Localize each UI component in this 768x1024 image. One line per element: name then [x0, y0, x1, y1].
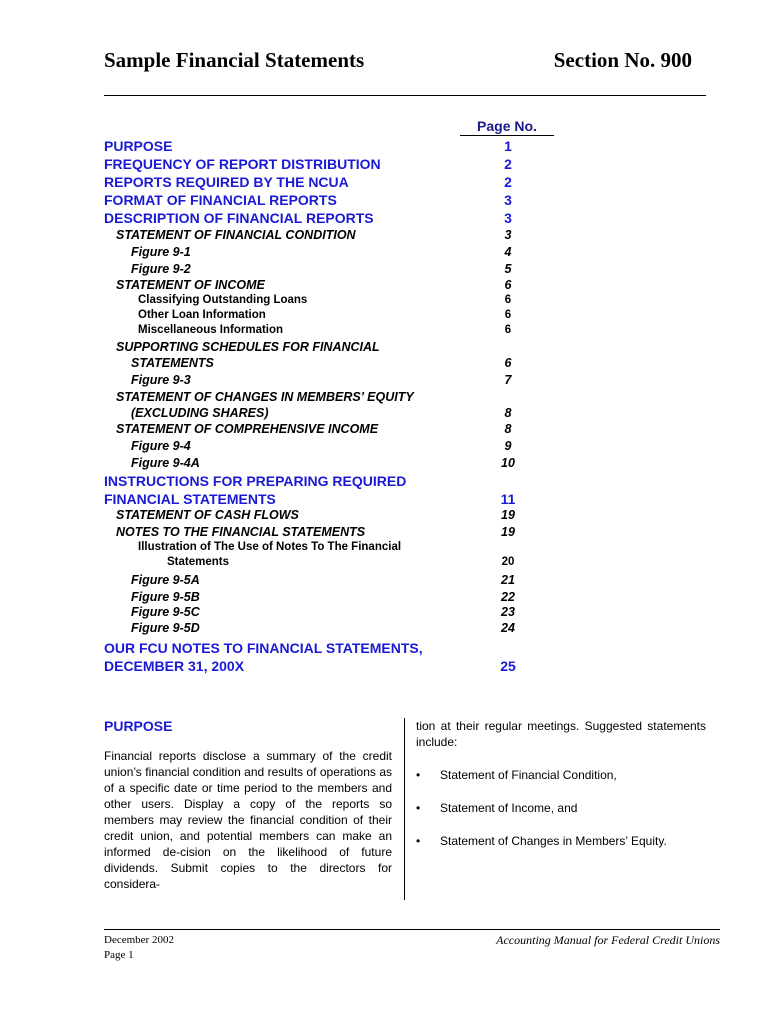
footer-page-number: Page 1: [104, 949, 134, 961]
toc-entry-label: Figure 9-5C: [131, 605, 200, 619]
bullet-icon: •: [416, 768, 421, 782]
toc-entry-page: 9: [504, 439, 512, 453]
footer-divider: [104, 929, 720, 930]
toc-entry-page: 25: [500, 658, 516, 674]
toc-entry-label: Statements: [167, 556, 229, 568]
toc-entry-label: Figure 9-4: [131, 439, 191, 453]
toc-entry-label: STATEMENT OF FINANCIAL CONDITION: [116, 228, 356, 242]
toc-entry-label: Figure 9-5B: [131, 590, 200, 604]
toc-entry-page: 23: [501, 605, 515, 619]
toc-entry-page: 20: [501, 556, 515, 568]
toc-entry-page: 7: [504, 373, 512, 387]
toc-entry-label: DESCRIPTION OF FINANCIAL REPORTS: [104, 210, 374, 226]
section-number: Section No. 900: [553, 48, 692, 72]
toc-entry-page: 11: [500, 491, 516, 507]
toc-entry-page: 19: [501, 508, 515, 522]
purpose-left-column: [104, 718, 392, 892]
toc-entry-page: 19: [501, 525, 515, 539]
toc-entry-label: REPORTS REQUIRED BY THE NCUA: [104, 174, 349, 190]
toc-entry-label: STATEMENT OF CASH FLOWS: [116, 508, 299, 522]
toc-entry-label: Figure 9-1: [131, 245, 191, 259]
footer-date: December 2002: [104, 934, 174, 946]
toc-entry-page: 2: [504, 156, 512, 172]
purpose-right-column: [416, 718, 706, 849]
bullet-text: Statement of Income, and: [440, 801, 578, 815]
list-item: [416, 767, 706, 783]
toc-entry-label: Illustration of The Use of Notes To The Financial: [138, 541, 402, 553]
header-divider: [104, 95, 706, 96]
toc-entry-label: STATEMENT OF COMPREHENSIVE INCOME: [116, 422, 379, 436]
purpose-paragraph: Financial reports disclose a summary of the credit union’s financial condition and results of operations as of a specific date or time period to the members and other users. Display a copy of the reports so members may review the financial condition of their credit union, and potential members can make an informed de-cision on the likelihood of future dividends. Submit copies to the directors for considera-: [104, 749, 392, 891]
toc-entry-page: 8: [504, 422, 512, 436]
document-title: Sample Financial Statements: [104, 48, 365, 72]
toc-entry-page: 1: [504, 138, 512, 154]
toc-entry-label: Figure 9-3: [131, 373, 191, 387]
page-no-column-header: Page No.: [460, 118, 554, 136]
list-item: [416, 800, 706, 816]
toc-entry-page: 6: [504, 309, 512, 321]
toc-entry-label: Miscellaneous Information: [138, 324, 284, 336]
toc-entry-label: Classifying Outstanding Loans: [138, 294, 308, 306]
toc-entry-label: PURPOSE: [104, 138, 173, 154]
toc-entry-label: FREQUENCY OF REPORT DISTRIBUTION: [104, 156, 381, 172]
toc-entry-page: 3: [504, 228, 512, 242]
toc-entry-page: 8: [504, 406, 512, 420]
toc-entry-page: 6: [504, 324, 512, 336]
toc-entry-label: STATEMENT OF CHANGES IN MEMBERS’ EQUITY: [116, 390, 414, 404]
toc-entry-label: STATEMENT OF INCOME: [116, 278, 265, 292]
toc-entry-label: OUR FCU NOTES TO FINANCIAL STATEMENTS,: [104, 640, 423, 656]
toc-entry-label: (EXCLUDING SHARES): [131, 406, 269, 420]
toc-entry-page: 4: [504, 245, 512, 259]
toc-entry-page: 21: [501, 573, 515, 587]
toc-entry-label: INSTRUCTIONS FOR PREPARING REQUIRED: [104, 473, 407, 489]
toc-entry-label: FORMAT OF FINANCIAL REPORTS: [104, 192, 337, 208]
column-divider: [404, 718, 405, 900]
toc-entry-label: Other Loan Information: [138, 309, 266, 321]
purpose-paragraph-continued: tion at their regular meetings. Suggested statements include:: [416, 719, 706, 749]
toc-entry-label: NOTES TO THE FINANCIAL STATEMENTS: [116, 525, 366, 539]
toc-entry-label: FINANCIAL STATEMENTS: [104, 491, 276, 507]
toc-entry-page: 3: [504, 210, 512, 226]
toc-entry-page: 22: [501, 590, 515, 604]
toc-entry-page: 6: [504, 356, 512, 370]
list-item: [416, 833, 706, 849]
toc-entry-label: DECEMBER 31, 200X: [104, 658, 245, 674]
toc-entry-label: STATEMENTS: [131, 356, 214, 370]
toc-entry-label: SUPPORTING SCHEDULES FOR FINANCIAL: [116, 340, 380, 354]
toc-entry-page: 6: [504, 278, 512, 292]
toc-entry-page: 6: [504, 294, 512, 306]
toc-entry-page: 10: [501, 456, 515, 470]
toc-entry-label: Figure 9-5A: [131, 573, 200, 587]
toc-entry-page: 3: [504, 192, 512, 208]
bullet-text: Statement of Financial Condition,: [440, 768, 617, 782]
purpose-heading: PURPOSE: [104, 718, 173, 734]
toc-entry-label: Figure 9-5D: [131, 621, 200, 635]
toc-entry-label: Figure 9-2: [131, 262, 191, 276]
toc-entry-label: Figure 9-4A: [131, 456, 200, 470]
footer-manual-title: Accounting Manual for Federal Credit Unions: [496, 933, 720, 947]
bullet-icon: •: [416, 834, 421, 848]
bullet-icon: •: [416, 801, 421, 815]
toc-entry-page: 5: [504, 262, 512, 276]
bullet-text: Statement of Changes in Members’ Equity.: [440, 834, 667, 848]
toc-entry-page: 24: [501, 621, 515, 635]
toc-entry-page: 2: [504, 174, 512, 190]
